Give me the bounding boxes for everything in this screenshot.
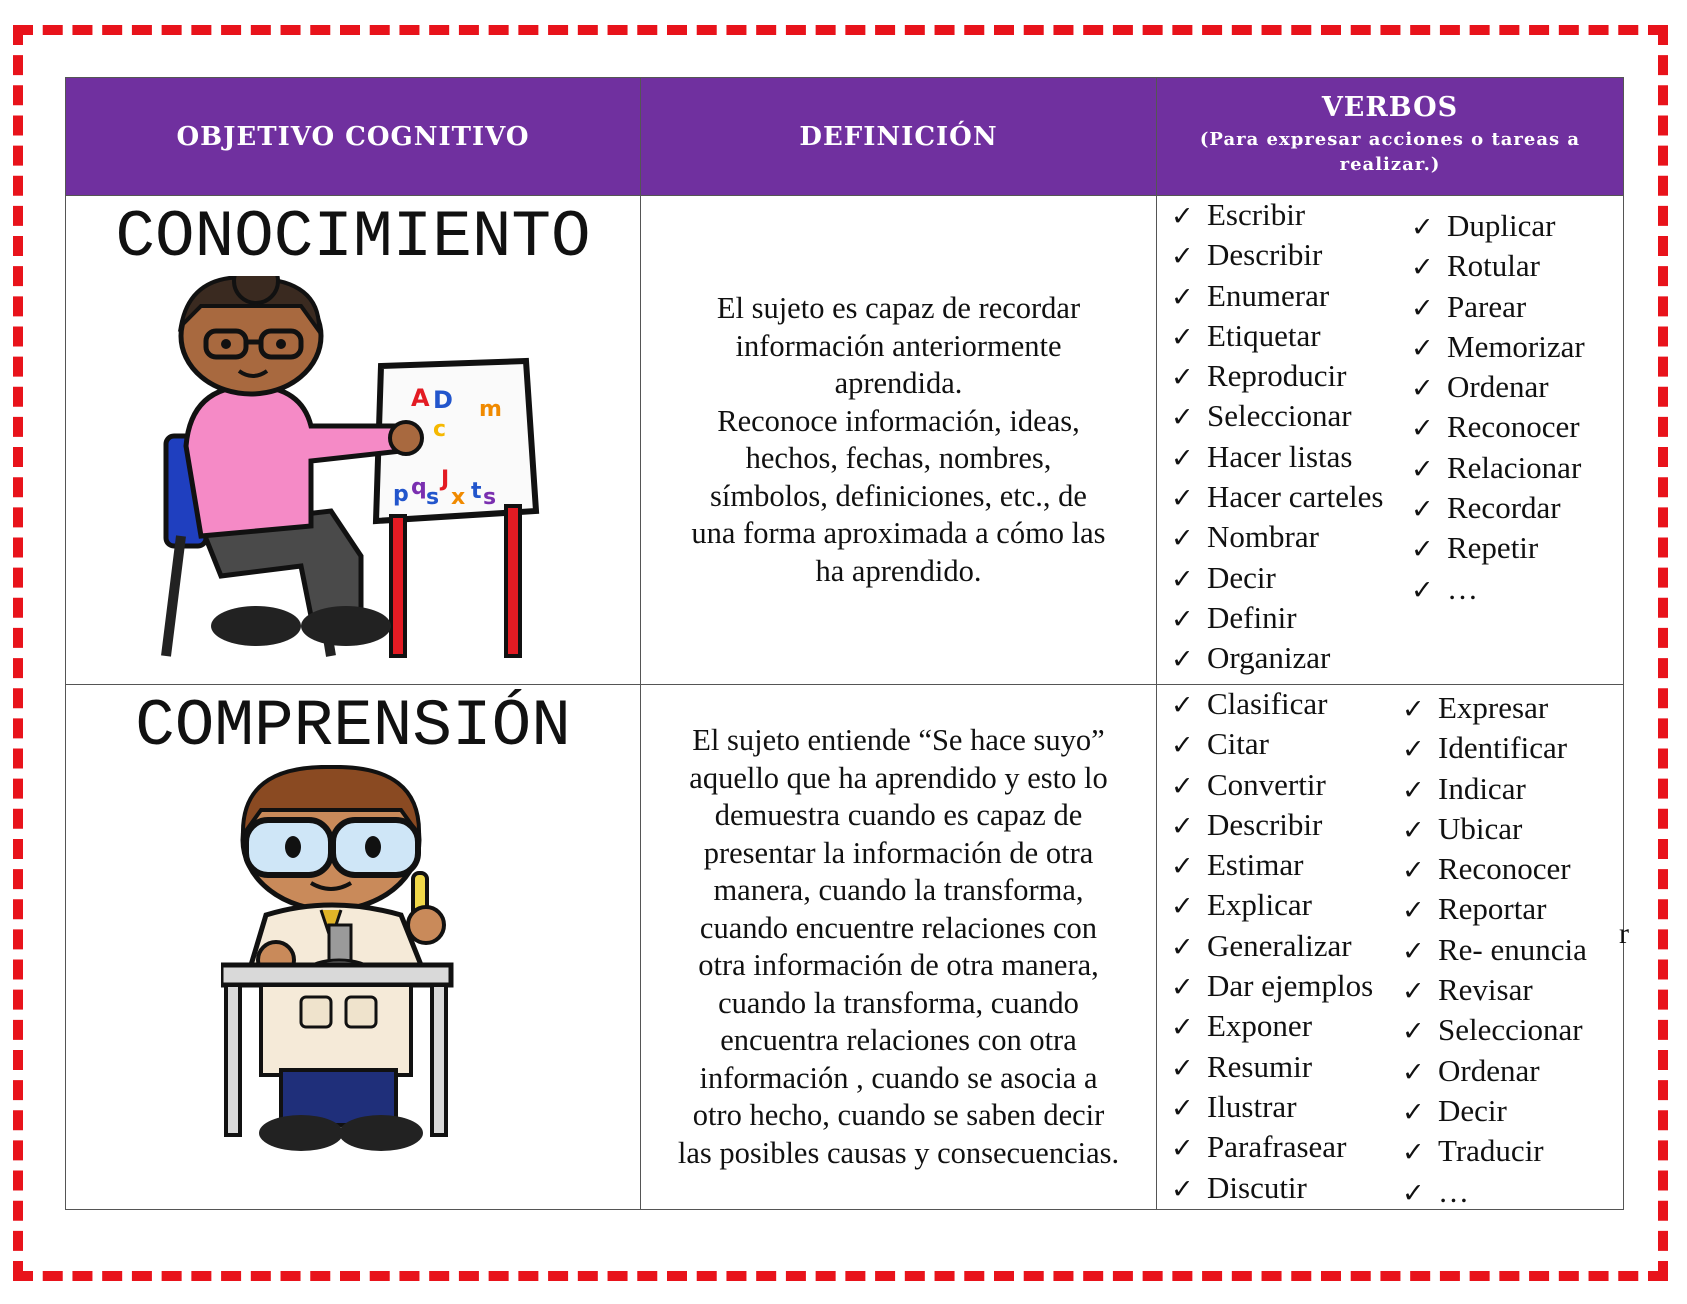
verb-item [1402,729,1587,769]
verb-label: Discutir [1207,1169,1307,1205]
checkmark-icon: ✓ [1402,1096,1425,1128]
svg-text:s: s [426,485,440,510]
header-objective: OBJETIVO COGNITIVO [66,78,641,196]
verb-label: Ordenar [1447,369,1549,405]
verb-item [1171,478,1383,518]
verb-item [1402,931,1587,971]
verb-label: Organizar [1207,640,1331,676]
verbs-right-list [1411,207,1585,610]
verb-item [1402,1132,1587,1172]
verb-item [1402,689,1587,729]
verb-label: Indicar [1438,770,1526,806]
checkmark-icon: ✓ [1402,976,1425,1008]
checkmark-icon: ✓ [1171,1133,1194,1165]
header-verbs [1157,78,1624,196]
verb-label: Definir [1207,599,1297,635]
verb-label: Escribir [1207,197,1306,232]
definition-text: El sujeto es capaz de recordar información anteriormente aprendida. Reconoce información, ideas, hechos, fechas, nombres, símbolos, definiciones, etc., de una forma aproximada a cómo las ha aprendido. [691,291,1106,588]
verb-label: Traducir [1438,1133,1544,1169]
verb-item [1402,1052,1587,1092]
verb-item [1171,1007,1373,1047]
header-verbs-title: VERBOS [1321,92,1459,123]
verb-label: Estimar [1207,847,1304,883]
verb-label: Describir [1207,237,1323,273]
checkmark-icon: ✓ [1171,972,1194,1004]
verb-label: Decir [1207,559,1276,595]
checkmark-icon: ✓ [1171,321,1194,353]
checkmark-icon: ✓ [1171,1052,1194,1084]
header-definition: DEFINICIÓN [641,78,1157,196]
verb-item [1171,725,1373,765]
checkmark-icon: ✓ [1402,855,1425,887]
verb-item [1411,570,1585,610]
checkmark-icon: ✓ [1411,292,1434,324]
verb-item [1402,810,1587,850]
verb-label: Hacer listas [1207,438,1353,474]
checkmark-icon: ✓ [1171,810,1194,842]
definition-cell [641,685,1157,1210]
verb-item [1411,368,1585,408]
header-row [66,78,1624,196]
objective-cell [66,685,641,1210]
verb-item [1171,196,1383,236]
checkmark-icon: ✓ [1402,814,1425,846]
verb-item [1171,357,1383,397]
verbs-right-list [1402,689,1587,1213]
verb-label: Reportar [1438,891,1547,927]
checkmark-icon: ✓ [1411,413,1434,445]
verb-label: Duplicar [1447,208,1556,243]
verbs-cell [1157,685,1629,1210]
verb-item [1171,236,1383,276]
checkmark-icon: ✓ [1171,891,1194,923]
checkmark-icon: ✓ [1171,730,1194,762]
objective-title: COMPRENSIÓN [135,689,571,764]
verb-label: Ubicar [1438,810,1523,846]
objective-cell [66,196,641,685]
verb-label: Reconocer [1447,409,1580,445]
verb-item [1171,685,1373,725]
verb-item [1411,207,1585,247]
verb-item [1171,1128,1373,1168]
verb-item [1411,288,1585,328]
svg-text:m: m [479,397,502,422]
verb-item [1171,766,1373,806]
verb-label: Parear [1447,288,1527,324]
verb-label: Reproducir [1207,358,1347,394]
verb-item [1171,846,1373,886]
checkmark-icon: ✓ [1411,494,1434,526]
checkmark-icon: ✓ [1402,935,1425,967]
teacher-at-easel-illustration [161,276,581,676]
verb-label: Clasificar [1207,686,1328,721]
verb-item [1171,886,1373,926]
svg-text:c: c [433,417,447,442]
verb-label: Memorizar [1447,328,1585,364]
verb-item [1171,277,1383,317]
verb-label: Enumerar [1207,277,1330,313]
verb-label: Dar ejemplos [1207,968,1374,1004]
verb-label: Etiquetar [1207,317,1321,353]
verb-item [1411,247,1585,287]
verb-label: Convertir [1207,766,1326,802]
svg-text:p: p [393,482,409,507]
checkmark-icon: ✓ [1171,770,1194,802]
verb-label: Seleccionar [1207,398,1352,434]
checkmark-icon: ✓ [1402,694,1425,725]
checkmark-icon: ✓ [1171,1092,1194,1124]
verb-label: Recordar [1447,490,1561,526]
checkmark-icon: ✓ [1402,1137,1425,1169]
verb-label: Nombrar [1207,519,1319,555]
verb-label: Ordenar [1438,1052,1540,1088]
verb-label: … [1447,570,1478,606]
verb-label: Revisar [1438,972,1533,1008]
verb-item [1402,1011,1587,1051]
stray-letter: r [1619,917,1629,950]
verb-label: Decir [1438,1092,1507,1128]
checkmark-icon: ✓ [1411,453,1434,485]
verb-item [1171,559,1383,599]
checkmark-icon: ✓ [1171,483,1194,515]
svg-text:s: s [483,485,497,510]
verb-item [1171,639,1383,679]
checkmark-icon: ✓ [1171,362,1194,394]
verb-item [1171,317,1383,357]
checkmark-icon: ✓ [1171,523,1194,555]
verb-item [1411,489,1585,529]
checkmark-icon: ✓ [1171,1173,1194,1205]
checkmark-icon: ✓ [1411,212,1434,243]
checkmark-icon: ✓ [1411,534,1434,566]
checkmark-icon: ✓ [1411,373,1434,405]
verb-item [1411,328,1585,368]
verb-label: Identificar [1438,730,1568,766]
verb-item [1411,449,1585,489]
verb-label: Rotular [1447,248,1540,284]
verb-label: Generalizar [1207,927,1352,963]
verb-label: Repetir [1447,530,1539,566]
verb-item [1171,599,1383,639]
verb-label: Describir [1207,806,1323,842]
svg-text:t: t [471,479,482,504]
verb-item [1171,518,1383,558]
verb-label: Exponer [1207,1008,1313,1044]
verb-item [1171,927,1373,967]
verb-item [1171,1048,1373,1088]
verb-item [1411,529,1585,569]
svg-text:J: J [441,467,450,492]
checkmark-icon: ✓ [1171,690,1194,721]
objective-title: CONOCIMIENTO [115,200,591,275]
checkmark-icon: ✓ [1402,1016,1425,1048]
verb-label: Hacer carteles [1207,479,1384,515]
checkmark-icon: ✓ [1171,281,1194,313]
checkmark-icon: ✓ [1171,201,1194,232]
verb-item [1402,971,1587,1011]
checkmark-icon: ✓ [1171,644,1194,676]
checkmark-icon: ✓ [1411,574,1434,606]
verb-item [1402,1092,1587,1132]
verb-label: Ilustrar [1207,1088,1297,1124]
svg-text:A: A [411,384,430,412]
definition-text: El sujeto entiende “Se hace suyo” aquello que ha aprendido y esto lo demuestra cuando es capaz de presentar la información de otra manera, cuando la transforma, cuando encuentre relaciones con otra información de otra manera, cuando la transforma, cuando encuentra relaciones con otra información , cuando se asocia a otro hecho, cuando se saben decir las posibles causas y consecuencias. [677,723,1120,1170]
verb-item [1402,770,1587,810]
checkmark-icon: ✓ [1402,1056,1425,1088]
verb-item [1402,850,1587,890]
verb-label: Reconocer [1438,851,1571,887]
verb-label: Relacionar [1447,449,1582,485]
checkmark-icon: ✓ [1402,1177,1425,1209]
verb-item [1411,408,1585,448]
table-row [66,685,1624,1210]
checkmark-icon: ✓ [1171,563,1194,595]
checkmark-icon: ✓ [1171,442,1194,474]
checkmark-icon: ✓ [1402,895,1425,927]
verb-label: Seleccionar [1438,1012,1583,1048]
verb-item [1171,397,1383,437]
checkmark-icon: ✓ [1402,734,1425,766]
verb-label: … [1438,1173,1469,1209]
verb-label: Explicar [1207,887,1313,923]
verb-item [1171,967,1373,1007]
verbs-left-list [1171,685,1373,1209]
svg-text:D: D [433,386,453,414]
scientist-at-desk-illustration [221,765,541,1165]
verb-label: Re- enuncia [1438,931,1587,967]
verb-item [1171,1169,1373,1209]
verb-item [1402,1173,1587,1213]
verb-label: Expresar [1438,690,1549,725]
header-verbs-subtitle: (Para expresar acciones o tareas a realizar.) [1199,129,1581,175]
verbs-cell [1157,196,1624,685]
checkmark-icon: ✓ [1171,241,1194,273]
verb-item [1171,1088,1373,1128]
checkmark-icon: ✓ [1411,252,1434,284]
verb-label: Citar [1207,726,1269,762]
verbs-left-list [1171,196,1383,680]
checkmark-icon: ✓ [1171,851,1194,883]
checkmark-icon: ✓ [1411,332,1434,364]
verb-item [1402,890,1587,930]
verb-item [1171,806,1373,846]
definition-cell [641,196,1157,685]
table-row [66,196,1624,685]
cognitive-objectives-table [65,77,1629,1210]
checkmark-icon: ✓ [1171,603,1194,635]
checkmark-icon: ✓ [1171,402,1194,434]
checkmark-icon: ✓ [1171,931,1194,963]
verb-item [1171,438,1383,478]
checkmark-icon: ✓ [1402,774,1425,806]
svg-text:q: q [411,475,427,500]
svg-text:x: x [451,485,466,510]
verb-label: Resumir [1207,1048,1313,1084]
verb-label: Parafrasear [1207,1129,1347,1165]
checkmark-icon: ✓ [1171,1012,1194,1044]
